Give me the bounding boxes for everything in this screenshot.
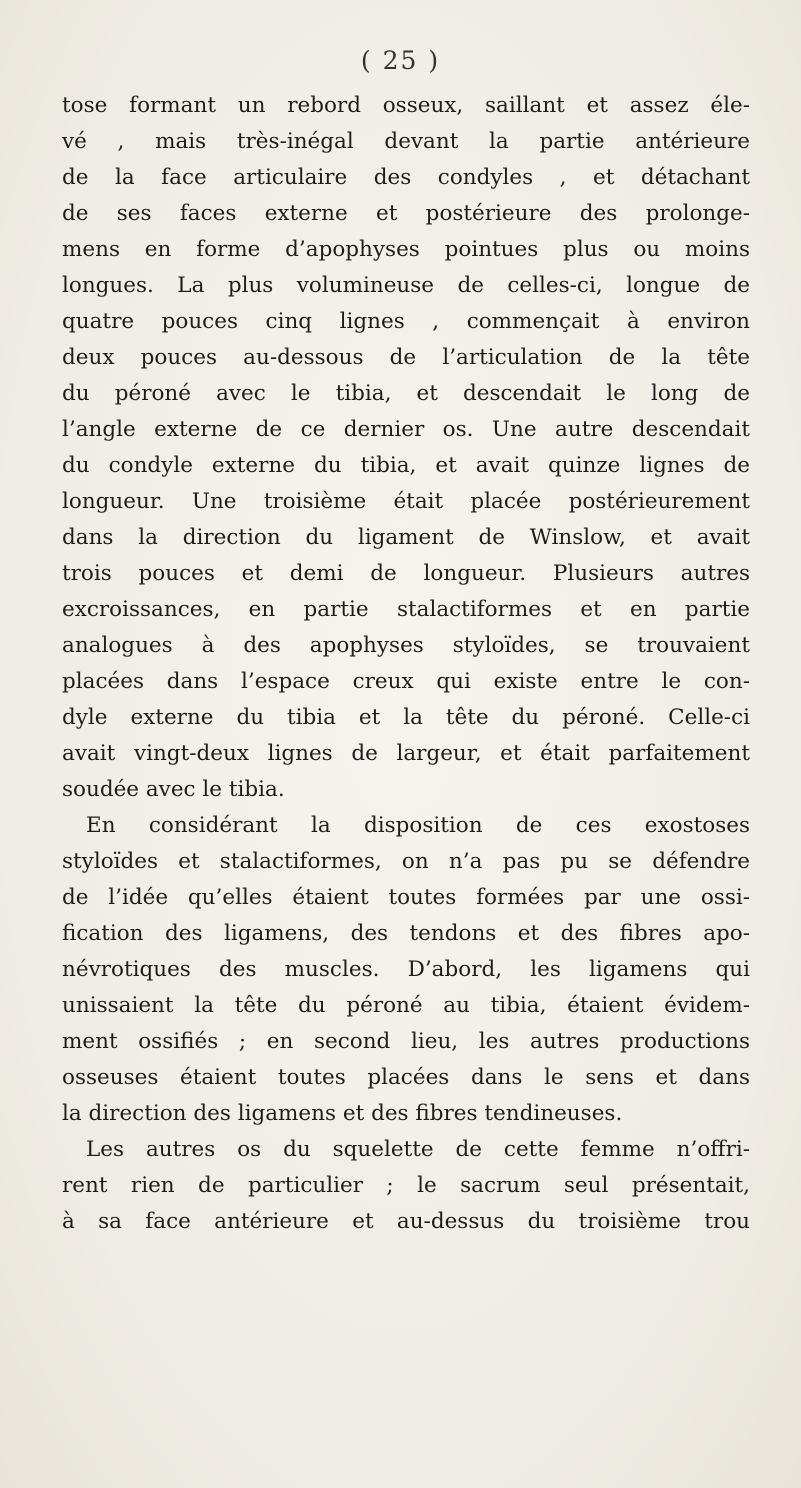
paragraph-end-line: soudée avec le tibia. xyxy=(62,777,285,802)
text-line: fication des ligamens, des tendons et des fibres apo- xyxy=(62,921,750,946)
text-line: excroissances, en partie stalactiformes et en partie xyxy=(62,597,750,622)
text-line: longues. La plus volumineuse de celles-ci, longue de xyxy=(62,273,750,298)
text-line: ment ossifiés ; en second lieu, les autres productions xyxy=(62,1029,750,1054)
text-line: longueur. Une troisième était placée postérieurement xyxy=(62,489,750,514)
paragraph-start-line: En considérant la disposition de ces exostoses xyxy=(86,813,750,838)
text-line: unissaient la tête du péroné au tibia, étaient évidem- xyxy=(62,993,750,1018)
text-line: de l’idée qu’elles étaient toutes formées par une ossi- xyxy=(62,885,750,910)
text-line: quatre pouces cinq lignes , commençait à environ xyxy=(62,309,750,334)
text-line: styloïdes et stalactiformes, on n’a pas pu se défendre xyxy=(62,849,750,874)
text-line: dans la direction du ligament de Winslow, et avait xyxy=(62,525,750,550)
text-line: névrotiques des muscles. D’abord, les ligamens qui xyxy=(62,957,750,982)
text-line: du péroné avec le tibia, et descendait le long de xyxy=(62,381,750,406)
text-line: osseuses étaient toutes placées dans le sens et dans xyxy=(62,1065,750,1090)
text-line: avait vingt-deux lignes de largeur, et était parfaitement xyxy=(62,741,750,766)
text-line: dyle externe du tibia et la tête du péroné. Celle-ci xyxy=(62,705,750,730)
text-line: trois pouces et demi de longueur. Plusieurs autres xyxy=(62,561,750,586)
text-line: tose formant un rebord osseux, saillant et assez éle- xyxy=(62,93,750,118)
text-line: rent rien de particulier ; le sacrum seul présentait, xyxy=(62,1173,750,1198)
text-line: à sa face antérieure et au-dessus du troisième trou xyxy=(62,1209,750,1234)
text-line: deux pouces au-dessous de l’articulation de la tête xyxy=(62,345,750,370)
text-line: de ses faces externe et postérieure des prolonge- xyxy=(62,201,750,226)
text-line: vé , mais très-inégal devant la partie antérieure xyxy=(62,129,750,154)
paragraph-end-line: la direction des ligamens et des fibres tendineuses. xyxy=(62,1101,623,1126)
text-line: du condyle externe du tibia, et avait quinze lignes de xyxy=(62,453,750,478)
text-line: l’angle externe de ce dernier os. Une autre descendait xyxy=(62,417,750,442)
page-number: ( 25 ) xyxy=(360,46,441,75)
text-line: placées dans l’espace creux qui existe entre le con- xyxy=(62,669,750,694)
paragraph-start-line: Les autres os du squelette de cette femme n’offri- xyxy=(86,1137,750,1162)
text-line: mens en forme d’apophyses pointues plus ou moins xyxy=(62,237,750,262)
text-line: de la face articulaire des condyles , et détachant xyxy=(62,165,750,190)
body-text xyxy=(62,88,750,1240)
text-line: analogues à des apophyses styloïdes, se trouvaient xyxy=(62,633,750,658)
